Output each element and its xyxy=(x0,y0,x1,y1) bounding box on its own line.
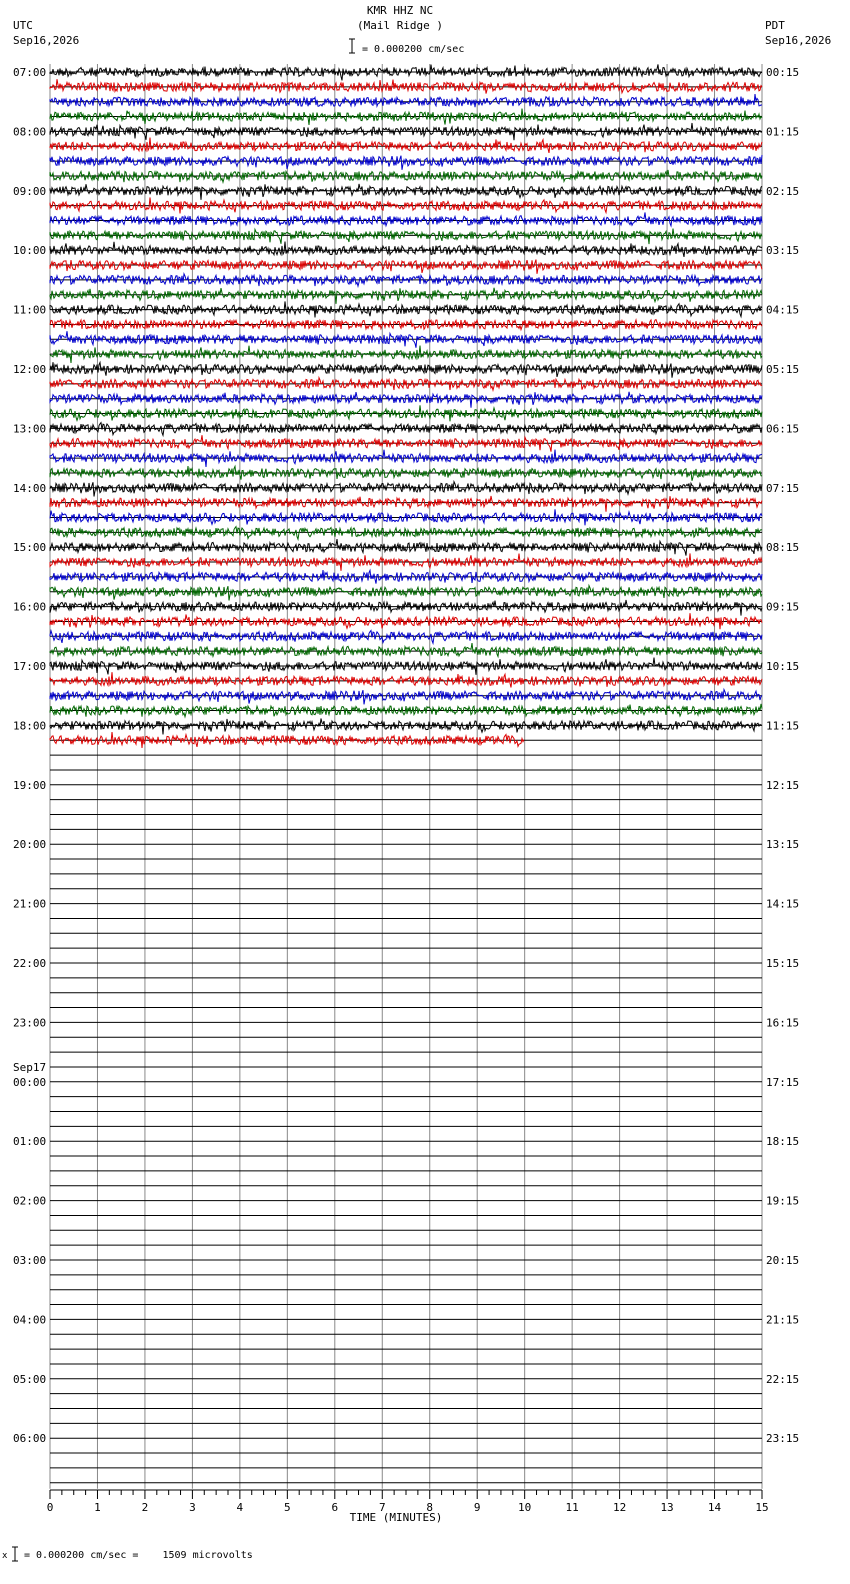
utc-hour-label: 22:00 xyxy=(13,957,47,970)
utc-hour-label: 15:00 xyxy=(13,541,47,555)
x-tick-label: 4 xyxy=(236,1501,244,1514)
trace-row xyxy=(50,392,762,408)
trace-row xyxy=(50,346,762,363)
pdt-hour-label: 22:15 xyxy=(766,1372,800,1386)
trace-row xyxy=(50,690,762,705)
trace-row xyxy=(50,482,762,497)
utc-hour-label: 10:00 xyxy=(13,244,47,258)
date-change-label: Sep17 xyxy=(13,1060,47,1074)
pdt-hour-label: 20:15 xyxy=(766,1254,800,1267)
pdt-hour-label: 02:15 xyxy=(766,184,800,198)
utc-hour-label: 07:00 xyxy=(13,66,47,79)
x-tick-label: 7 xyxy=(378,1501,386,1514)
utc-hour-label: 02:00 xyxy=(13,1194,47,1208)
x-tick-label: 15 xyxy=(755,1501,769,1514)
utc-hour-label: 06:00 xyxy=(13,1432,47,1446)
x-tick-label: 6 xyxy=(331,1501,339,1514)
utc-hour-label: 00:00 xyxy=(13,1075,47,1089)
x-tick-label: 8 xyxy=(426,1501,434,1514)
pdt-hour-label: 10:15 xyxy=(766,660,800,673)
trace-row xyxy=(50,631,762,644)
utc-hour-label: 19:00 xyxy=(13,778,47,792)
trace-row xyxy=(50,229,762,245)
trace-row xyxy=(50,288,762,304)
x-tick-label: 14 xyxy=(707,1501,722,1514)
x-tick-label: 0 xyxy=(46,1501,54,1514)
axis-labels xyxy=(13,66,799,1524)
utc-hour-label: 12:00 xyxy=(13,363,47,376)
x-tick-label: 12 xyxy=(612,1501,627,1514)
left-date: Sep16,2026 xyxy=(13,34,80,47)
trace-row xyxy=(50,362,762,378)
utc-hour-label: 13:00 xyxy=(13,422,47,436)
pdt-hour-label: 23:15 xyxy=(766,1432,800,1446)
utc-hour-label: 18:00 xyxy=(13,719,47,733)
trace-row xyxy=(50,184,762,200)
scale-bar-icon xyxy=(349,39,355,53)
utc-hour-label: 20:00 xyxy=(13,838,47,852)
pdt-hour-label: 12:15 xyxy=(766,778,800,792)
trace-row xyxy=(50,672,762,687)
utc-hour-label: 05:00 xyxy=(13,1372,47,1386)
utc-hour-label: 08:00 xyxy=(13,125,47,139)
footer-scale-text: = 0.000200 cm/sec = 1509 microvolts xyxy=(24,1550,253,1561)
pdt-hour-label: 18:15 xyxy=(766,1135,800,1149)
scale-text: = 0.000200 cm/sec xyxy=(362,44,465,55)
pdt-hour-label: 04:15 xyxy=(766,303,800,317)
utc-hour-label: 03:00 xyxy=(13,1254,47,1267)
utc-hour-label: 16:00 xyxy=(13,600,47,614)
trace-row xyxy=(50,643,762,656)
utc-hour-label: 09:00 xyxy=(13,184,47,198)
pdt-hour-label: 08:15 xyxy=(766,541,800,555)
trace-row xyxy=(50,94,762,107)
trace-row xyxy=(50,109,762,126)
trace-row xyxy=(50,496,762,512)
x-tick-label: 13 xyxy=(660,1501,674,1514)
station-title: KMR HHZ NC xyxy=(366,4,434,17)
footer-scale-bar-icon xyxy=(12,1547,18,1561)
trace-row xyxy=(50,212,762,225)
trace-row xyxy=(50,586,762,601)
x-tick-label: 11 xyxy=(565,1501,579,1514)
pdt-hour-label: 05:15 xyxy=(766,363,800,376)
utc-hour-label: 21:00 xyxy=(13,897,47,911)
pdt-hour-label: 13:15 xyxy=(766,838,800,852)
pdt-hour-label: 07:15 xyxy=(766,481,800,495)
trace-row xyxy=(50,527,762,540)
x-tick-label: 9 xyxy=(473,1501,481,1514)
right-timezone: PDT xyxy=(765,19,785,32)
trace-row xyxy=(50,155,762,170)
trace-row xyxy=(50,242,762,257)
x-tick-label: 1 xyxy=(94,1501,101,1514)
x-tick-label: 10 xyxy=(518,1501,532,1514)
utc-hour-label: 04:00 xyxy=(13,1313,47,1327)
pdt-hour-label: 17:15 xyxy=(766,1075,800,1089)
footer-mark: x xyxy=(2,1551,8,1561)
pdt-hour-label: 19:15 xyxy=(766,1194,800,1208)
trace-row xyxy=(50,378,762,390)
pdt-hour-label: 11:15 xyxy=(766,719,800,733)
pdt-hour-label: 14:15 xyxy=(766,897,800,911)
utc-hour-label: 01:00 xyxy=(13,1135,47,1149)
pdt-hour-label: 01:15 xyxy=(766,125,800,139)
x-tick-label: 5 xyxy=(284,1501,291,1514)
station-name: (Mail Ridge ) xyxy=(356,19,444,32)
right-date: Sep16,2026 xyxy=(765,34,832,47)
trace-row xyxy=(50,600,762,616)
pdt-hour-label: 21:15 xyxy=(766,1313,800,1327)
trace-row xyxy=(50,138,762,153)
x-tick-label: 3 xyxy=(189,1501,196,1514)
pdt-hour-label: 16:15 xyxy=(766,1016,800,1030)
pdt-hour-label: 09:15 xyxy=(766,600,800,614)
pdt-hour-label: 15:15 xyxy=(766,957,800,970)
utc-hour-label: 17:00 xyxy=(13,660,47,673)
utc-hour-label: 23:00 xyxy=(13,1016,47,1030)
trace-row xyxy=(50,719,762,735)
left-timezone: UTC xyxy=(13,19,33,32)
pdt-hour-label: 00:15 xyxy=(766,66,800,79)
x-tick-label: 2 xyxy=(141,1501,149,1514)
pdt-hour-label: 06:15 xyxy=(766,422,800,436)
x-axis-label: TIME (MINUTES) xyxy=(349,1511,443,1524)
pdt-hour-label: 03:15 xyxy=(766,244,800,258)
trace-row xyxy=(50,260,762,274)
utc-hour-label: 14:00 xyxy=(13,481,47,495)
utc-hour-label: 11:00 xyxy=(13,303,47,317)
seismic-traces xyxy=(50,64,762,748)
trace-row xyxy=(50,423,762,436)
